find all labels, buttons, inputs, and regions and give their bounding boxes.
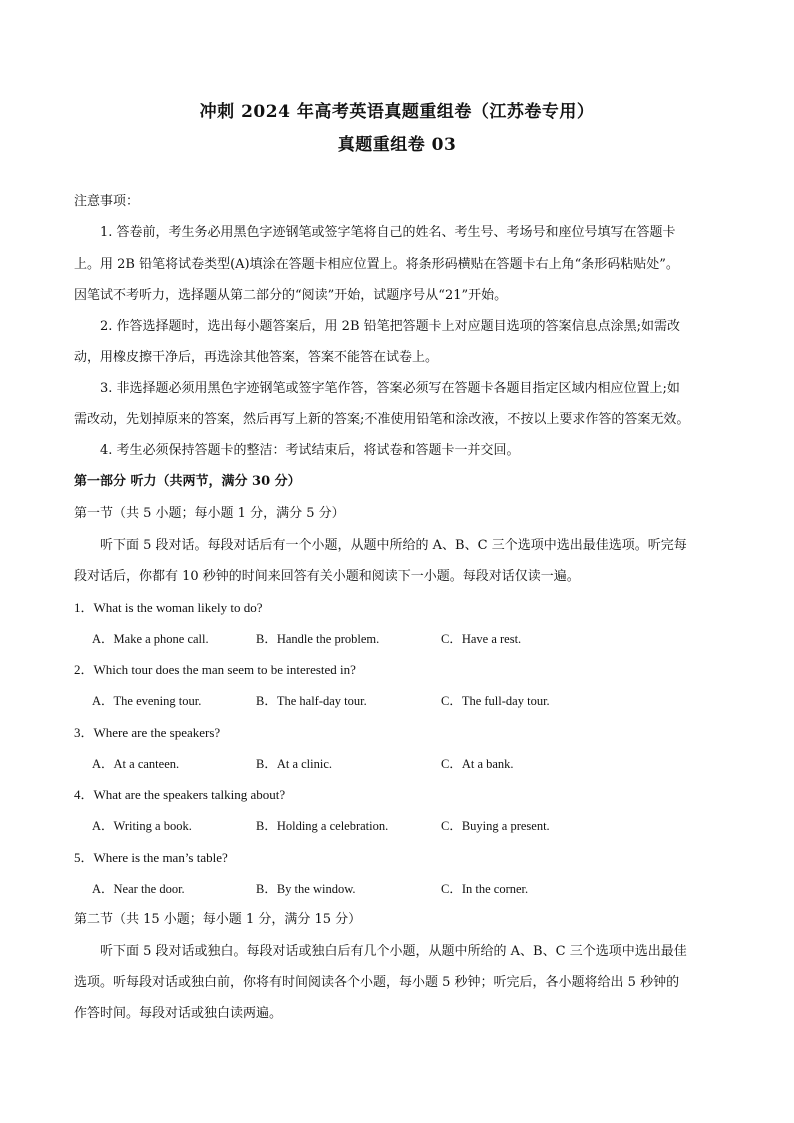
q1-option-c: C．Have a rest.	[441, 632, 522, 646]
q3-option-a: A．At a canteen.	[92, 757, 180, 771]
section1-heading: 第一节（共 5 小题；每小题 1 分，满分 5 分）	[74, 506, 345, 521]
q4-option-c: C．Buying a present.	[441, 819, 550, 833]
section1-instruction: 段对话后，你都有 10 秒钟的时间来回答有关小题和阅读下一小题。每段对话仅读一遍。	[74, 569, 580, 584]
notice-line: 动，用橡皮擦干净后，再选涂其他答案，答案不能答在试卷上。	[74, 350, 439, 365]
question-5: 5．Where is the man’s table?	[74, 850, 228, 865]
q4-option-a: A．Writing a book.	[92, 819, 192, 833]
notice-line: 上。用 2B 铅笔将试卷类型(A)填涂在答题卡相应位置上。将条形码横贴在答题卡右上角“条形码粘贴处”。	[74, 257, 679, 272]
part1-heading: 第一部分 听力（共两节，满分 30 分）	[74, 474, 301, 489]
q2-option-a: A．The evening tour.	[92, 694, 202, 708]
notice-line: 2. 作答选择题时，选出每小题答案后，用 2B 铅笔把答题卡上对应题目选项的答案信息点涂黑;如需改	[100, 319, 681, 334]
notice-line: 因笔试不考听力，选择题从第二部分的“阅读”开始，试题序号从“21”开始。	[74, 288, 508, 303]
q2-option-c: C．The full-day tour.	[441, 694, 550, 708]
q1-option-b: B．Handle the problem.	[256, 632, 380, 646]
notice-line: 3. 非选择题必须用黑色字迹钢笔或签字笔作答，答案必须写在答题卡各题目指定区域内相应位置上;如	[100, 381, 680, 396]
q1-option-a: A．Make a phone call.	[92, 632, 209, 646]
q3-option-c: C．At a bank.	[441, 757, 514, 771]
notice-line: 4. 考生必须保持答题卡的整洁：考试结束后，将试卷和答题卡一并交回。	[100, 443, 520, 458]
q4-option-b: B．Holding a celebration.	[256, 819, 389, 833]
q3-option-b: B．At a clinic.	[256, 757, 333, 771]
question-2: 2．Which tour does the man seem to be interested in?	[74, 662, 356, 677]
section1-instruction: 听下面 5 段对话。每段对话后有一个小题，从题中所给的 A、B、C 三个选项中选出最佳选项。听完每	[100, 538, 687, 553]
question-1: 1．What is the woman likely to do?	[74, 600, 263, 615]
page-subtitle: 真题重组卷 03	[337, 135, 457, 155]
section2-heading: 第二节（共 15 小题；每小题 1 分，满分 15 分）	[74, 912, 362, 927]
question-3: 3．Where are the speakers?	[74, 725, 221, 740]
section2-instruction: 选项。听每段对话或独白前，你将有时间阅读各个小题，每小题 5 秒钟；听完后，各小题将给出 5 秒钟的	[74, 975, 680, 990]
q5-option-c: C．In the corner.	[441, 882, 529, 896]
notice-line: 需改动，先划掉原来的答案，然后再写上新的答案;不准使用铅笔和涂改液，不按以上要求作答的答案无效。	[74, 412, 690, 427]
section2-instruction: 听下面 5 段对话或独白。每段对话或独白后有几个小题，从题中所给的 A、B、C 三个选项中选出最佳	[100, 944, 687, 959]
q5-option-b: B．By the window.	[256, 882, 356, 896]
page-title: 冲刺 2024 年高考英语真题重组卷（江苏卷专用）	[199, 102, 595, 122]
section2-instruction: 作答时间。每段对话或独白读两遍。	[74, 1006, 283, 1021]
notice-heading: 注意事项：	[74, 194, 140, 209]
question-4: 4．What are the speakers talking about?	[74, 787, 286, 802]
notice-line: 1. 答卷前，考生务必用黑色字迹钢笔或签字笔将自己的姓名、考生号、考场号和座位号填写在答题卡	[100, 225, 676, 240]
q5-option-a: A．Near the door.	[92, 882, 185, 896]
q2-option-b: B．The half-day tour.	[256, 694, 367, 708]
